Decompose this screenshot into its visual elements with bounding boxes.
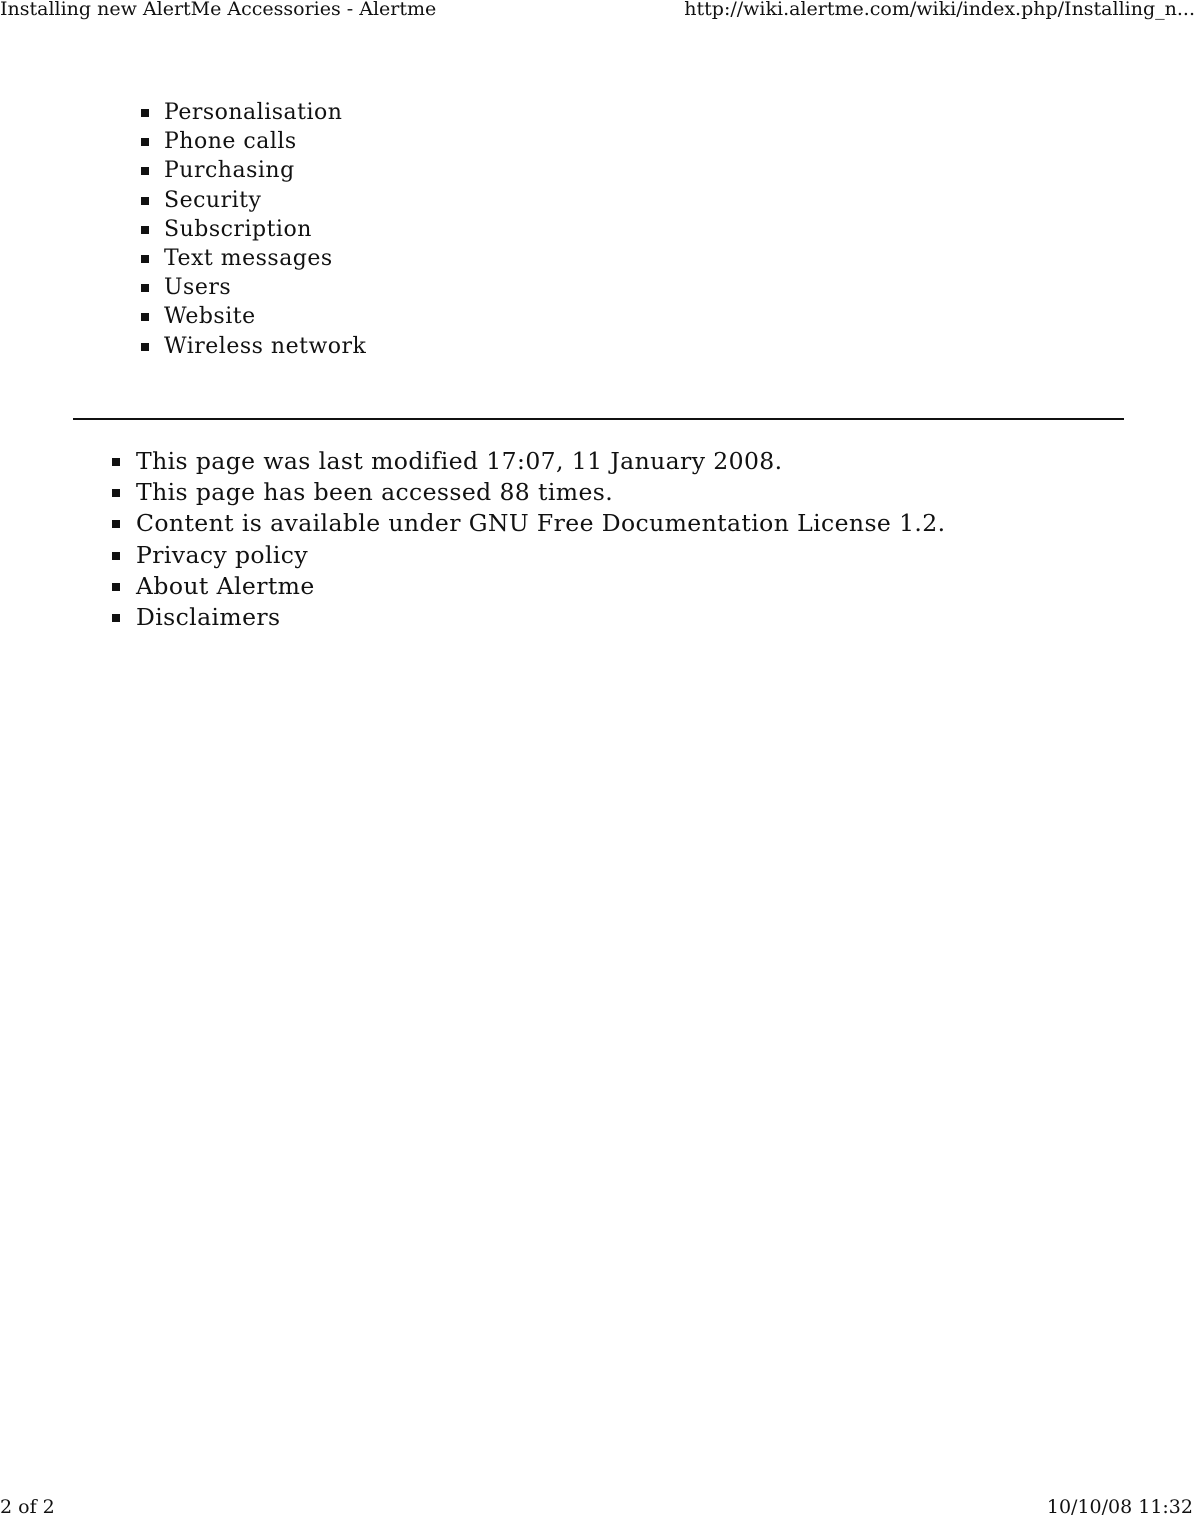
category-item-subscription[interactable]: [164, 215, 366, 244]
print-header-title: Installing new AlertMe Accessories - Alertme: [0, 0, 437, 20]
square-bullet-icon: [141, 109, 149, 117]
footer-item-last-modified: [136, 446, 946, 477]
last-modified-text: This page was last modified 17:07, 11 January 2008.: [136, 447, 783, 475]
category-link[interactable]: Phone calls: [164, 129, 297, 155]
print-timestamp: 10/10/08 11:32: [1046, 1496, 1193, 1518]
category-item-phone-calls[interactable]: [164, 127, 366, 156]
footer-item-about[interactable]: [136, 571, 946, 602]
footer-item-license: [136, 508, 946, 539]
square-bullet-icon: [141, 284, 149, 292]
about-alertme-link[interactable]: About Alertme: [136, 571, 315, 600]
footer-item-access-count: [136, 477, 946, 508]
category-item-text-messages[interactable]: [164, 244, 366, 273]
disclaimers-link[interactable]: Disclaimers: [136, 602, 281, 631]
print-footer: [0, 1496, 1197, 1518]
square-bullet-icon: [112, 520, 120, 528]
square-bullet-icon: [112, 489, 120, 497]
square-bullet-icon: [141, 197, 149, 205]
footer-divider: [73, 418, 1124, 420]
category-link[interactable]: Purchasing: [164, 158, 295, 184]
category-link[interactable]: Wireless network: [164, 333, 367, 359]
print-header: [0, 0, 1197, 22]
category-list: [164, 98, 366, 361]
page-footer-list: [136, 446, 946, 633]
square-bullet-icon: [141, 138, 149, 146]
footer-item-privacy[interactable]: [136, 540, 946, 571]
category-link[interactable]: Subscription: [164, 216, 312, 242]
category-link[interactable]: Users: [164, 275, 232, 301]
access-count-text: This page has been accessed 88 times.: [136, 478, 614, 507]
category-link[interactable]: Website: [164, 304, 256, 330]
footer-item-disclaimers[interactable]: [136, 602, 946, 633]
category-item-personalisation[interactable]: [164, 98, 366, 127]
square-bullet-icon: [112, 458, 120, 466]
category-item-wireless-network[interactable]: [164, 332, 366, 361]
square-bullet-icon: [112, 583, 120, 591]
square-bullet-icon: [141, 343, 149, 351]
print-page-number: 2 of 2: [0, 1496, 55, 1518]
license-text: Content is available under GNU Free Documentation License 1.2.: [136, 509, 946, 538]
square-bullet-icon: [112, 552, 120, 560]
square-bullet-icon: [141, 226, 149, 234]
category-link[interactable]: Personalisation: [164, 100, 343, 125]
category-link[interactable]: Text messages: [164, 245, 333, 271]
square-bullet-icon: [112, 614, 120, 622]
category-item-website[interactable]: [164, 302, 366, 331]
category-item-users[interactable]: [164, 273, 366, 302]
category-item-purchasing[interactable]: [164, 156, 366, 185]
square-bullet-icon: [141, 167, 149, 175]
print-header-url: http://wiki.alertme.com/wiki/index.php/Installing_n...: [684, 0, 1195, 20]
privacy-policy-link[interactable]: Privacy policy: [136, 540, 309, 569]
category-item-security[interactable]: [164, 186, 366, 215]
square-bullet-icon: [141, 255, 149, 263]
category-link[interactable]: Security: [164, 187, 262, 213]
square-bullet-icon: [141, 313, 149, 321]
